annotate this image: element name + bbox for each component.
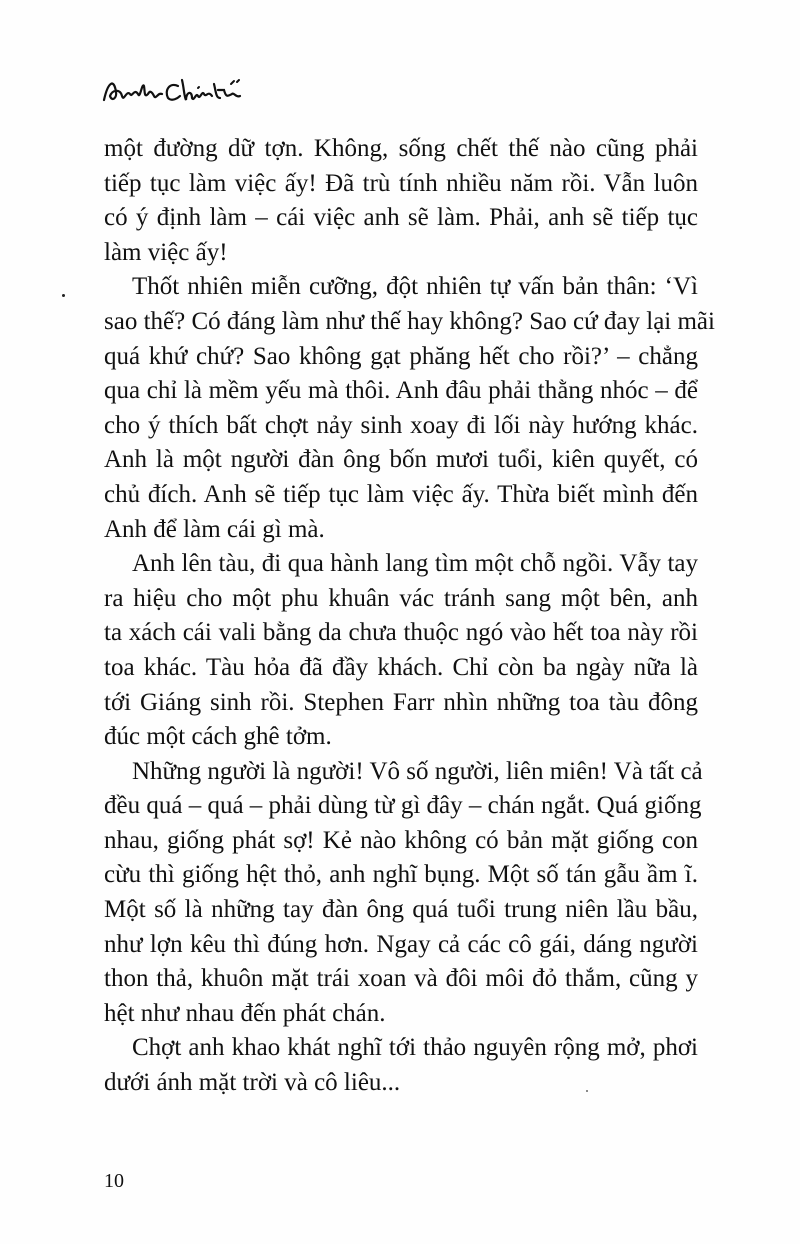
- text-line: đều quá – quá – phải dùng từ gì đây – chán ngắt. Quá giống: [104, 792, 702, 820]
- body-text: [104, 132, 715, 1101]
- scan-artifact-dot: [62, 294, 65, 297]
- text-line: như lợn kêu thì đúng hơn. Ngay cả các cô gái, dáng người: [104, 930, 698, 958]
- text-line: quá khứ chứ? Sao không gạt phăng hết cho rồi?’ – chẳng: [104, 342, 698, 370]
- text-line: Thốt nhiên miễn cưỡng, đột nhiên tự vấn bản thân: ‘Vì: [132, 273, 698, 301]
- author-signature: [100, 72, 260, 108]
- text-line: thon thả, khuôn mặt trái xoan và đôi môi đỏ thắm, cũng y: [104, 965, 698, 993]
- page-number: 10: [104, 1170, 124, 1192]
- text-line: Chợt anh khao khát nghĩ tới thảo nguyên rộng mở, phơi: [132, 1034, 698, 1062]
- paragraph: [104, 547, 698, 755]
- text-line: sao thế? Có đáng làm như thế hay không? Sao cứ đay lại mãi: [104, 307, 715, 335]
- text-line: tới Giáng sinh rồi. Stephen Farr nhìn những toa tàu đông: [104, 688, 698, 716]
- text-line: hệt như nhau đến phát chán.: [104, 999, 386, 1027]
- text-line: một đường dữ tợn. Không, sống chết thế nào cũng phải: [104, 135, 698, 162]
- text-line: qua chỉ là mềm yếu mà thôi. Anh đâu phải thằng nhóc – để: [104, 377, 698, 405]
- text-line: Anh là một người đàn ông bốn mươi tuổi, kiên quyết, có: [104, 446, 698, 474]
- text-line: toa khác. Tàu hỏa đã đầy khách. Chỉ còn ba ngày nữa là: [104, 653, 698, 681]
- paragraph: [104, 270, 715, 547]
- text-line: chủ đích. Anh sẽ tiếp tục làm việc ấy. Thừa biết mình đến: [104, 480, 698, 508]
- text-line: Anh để làm cái gì mà.: [104, 515, 325, 543]
- paragraph: [104, 755, 703, 1032]
- text-line: Anh lên tàu, đi qua hành lang tìm một chỗ ngồi. Vẫy tay: [132, 550, 698, 578]
- text-line: cho ý thích bất chợt nảy sinh xoay đi lối này hướng khác.: [104, 411, 698, 439]
- text-line: có ý định làm – cái việc anh sẽ làm. Phải, anh sẽ tiếp tục: [104, 204, 698, 232]
- text-line: ra hiệu cho một phu khuân vác tránh sang một bên, anh: [104, 584, 698, 612]
- text-line: cừu thì giống hệt thỏ, anh nghĩ bụng. Một số tán gẫu ầm ĩ.: [104, 861, 698, 889]
- text-line: làm việc ấy!: [104, 238, 228, 266]
- text-line: dưới ánh mặt trời và cô liêu...: [104, 1069, 401, 1097]
- text-line: đúc một cách ghê tởm.: [104, 723, 332, 751]
- text-line: tiếp tục làm việc ấy! Đã trù tính nhiều năm rồi. Vẫn luôn: [104, 169, 698, 197]
- paragraph: [104, 1031, 698, 1100]
- text-line: Một số là những tay đàn ông quá tuổi trung niên lầu bầu,: [104, 896, 698, 924]
- text-line: ta xách cái vali bằng da chưa thuộc ngó vào hết toa này rồi: [104, 619, 698, 647]
- signature-scribble-icon: [100, 72, 260, 108]
- text-line: Những người là người! Vô số người, liên miên! Và tất cả: [132, 757, 703, 785]
- paragraph: [104, 132, 698, 270]
- text-line: nhau, giống phát sợ! Kẻ nào không có bản mặt giống con: [104, 826, 698, 854]
